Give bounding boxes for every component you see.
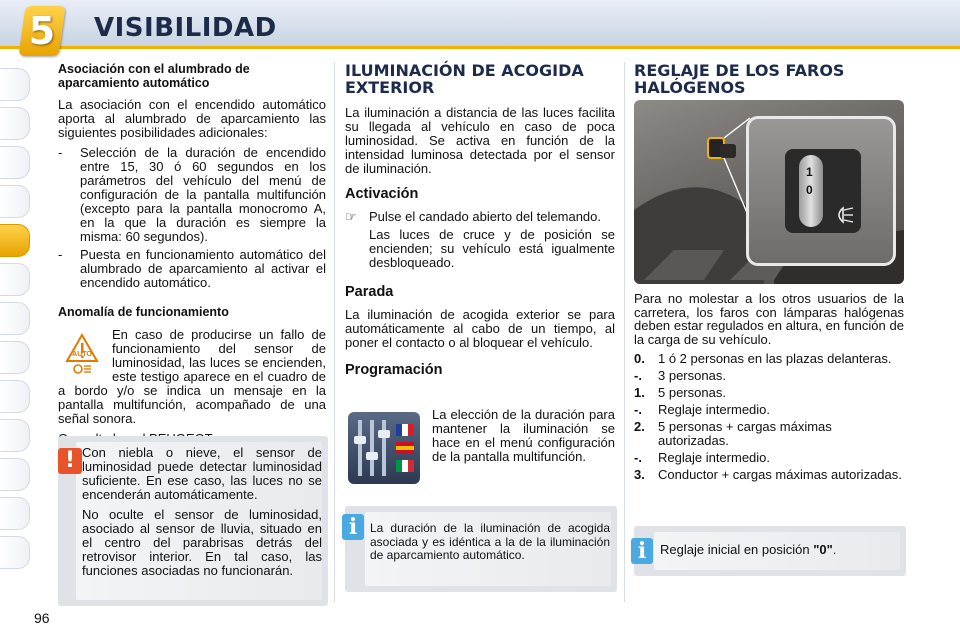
column-middle (345, 62, 615, 386)
stop-body: La iluminación de acogida exterior se para automáticamente al cabo de un tiempo, al poner el contacto o al bloquear el vehículo. (345, 307, 615, 350)
programming-heading: Programación (345, 362, 443, 378)
chapter-tab-3[interactable] (0, 146, 30, 179)
list-key: 2. (634, 419, 645, 434)
load-positions-list (634, 352, 904, 482)
activation-heading: Activación (345, 186, 419, 202)
list-item (634, 468, 904, 482)
warning-p1: Con niebla o nieve, el sensor de luminosidad puede detectar luminosidad suficiente. En ese caso, las luces no se encenderán automáticamente. (82, 445, 322, 502)
list-key: 0. (634, 351, 645, 366)
warning-icon: ! (58, 448, 82, 474)
list-key: 1. (634, 385, 645, 400)
headlamp-adjuster-closeup (746, 116, 896, 266)
list-text: Reglaje intermedio. (658, 450, 771, 465)
column-left (58, 62, 326, 292)
list-item (634, 451, 904, 465)
dash-marker: - (58, 247, 63, 262)
warning-note-text (82, 446, 322, 578)
assoc-body: La asociación con el encendido automático aporta al alumbrado de aparcamiento las siguientes posibilidades adicionales: (58, 97, 326, 140)
multifunction-menu-icon (348, 412, 420, 484)
dash-marker: - (58, 145, 63, 160)
chapter-tab-6[interactable] (0, 263, 30, 296)
list-item-text: Selección de la duración de encendido entre 15, 30 ó 60 segundos en los parámetros del vehículo del menú de configuración de la pantalla multifunción (excepto para la pantalla monocromo A, en la que la duración es siempre la misma: 60 segundos). (80, 145, 326, 244)
chapter-tab-13[interactable] (0, 536, 30, 569)
header-rule (0, 46, 960, 49)
column-divider (334, 62, 335, 602)
anomaly-text (58, 328, 326, 446)
auto-lamp-label: AUTO (72, 351, 92, 358)
list-text: 5 personas + cargas máximas autorizadas. (658, 419, 832, 448)
chapter-tab-9[interactable] (0, 380, 30, 413)
list-text: Reglaje intermedio. (658, 402, 771, 417)
headlamp-adjust-title-line1: REGLAJE DE LOS FAROS (634, 61, 845, 80)
stop-heading: Parada (345, 284, 394, 300)
list-item (634, 369, 904, 383)
chapter-tab-8[interactable] (0, 341, 30, 374)
initial-setting-end: . (832, 542, 837, 557)
list-item (634, 352, 904, 366)
chapter-tab-10[interactable] (0, 419, 30, 452)
welcome-lighting-title: ILUMINACIÓN DE ACOGIDA EXTERIOR (345, 61, 584, 97)
activation-step-text: Pulse el candado abierto del telemando. (369, 209, 601, 224)
info-icon: i (342, 514, 364, 540)
chapter-number: 5 (28, 9, 56, 53)
page-title: VISIBILIDAD (94, 13, 277, 43)
list-item (634, 420, 904, 448)
adjuster-position-1: 1 (806, 165, 813, 179)
assoc-title: Asociación con el alumbrado de aparcamiento automático (58, 62, 250, 90)
activation-step (345, 210, 615, 224)
initial-setting-label: Reglaje inicial en posición (660, 542, 814, 557)
pointing-hand-icon: ☞ (345, 209, 357, 224)
info-note-initial-text (660, 543, 900, 557)
headlamp-adjust-title-line2: HALÓGENOS (634, 78, 746, 97)
info-note-welcome-text: La duración de la iluminación de acogida asociada y es idéntica a la de la iluminación de aparcamiento automático. (370, 521, 610, 562)
programming-body: La elección de la duración para mantener la iluminación se hace en el menú configuración de la pantalla multifunción. (432, 407, 615, 464)
icon-spacer (58, 328, 112, 384)
chapter-tab-4[interactable] (0, 185, 30, 218)
headlamp-adjust-body (634, 292, 904, 485)
chapter-tab-2[interactable] (0, 107, 30, 140)
page-number: 96 (34, 610, 50, 626)
column-divider (624, 62, 625, 602)
list-key: -. (634, 450, 642, 465)
warning-p2: No oculte el sensor de luminosidad, asociado al sensor de lluvia, situado en el centro del parabrisas detrás del retrovisor interior. En tal caso, las funciones asociadas no funcionarán. (82, 507, 322, 578)
activation-result: Las luces de cruce y de posición se encienden; su vehículo está igualmente desbloqueado. (369, 227, 615, 270)
list-key: 3. (634, 467, 645, 482)
chapter-tab-11[interactable] (0, 458, 30, 491)
initial-setting-value: "0" (813, 542, 833, 557)
list-key: -. (634, 368, 642, 383)
list-item (58, 146, 326, 244)
list-item-text: Puesta en funcionamiento automático del alumbrado de aparcamiento al activar el encendido automático. (80, 247, 326, 290)
chapter-tabs (0, 68, 30, 575)
chapter-tab-5[interactable] (0, 224, 30, 257)
headlamp-adjust-title (634, 62, 904, 96)
adjuster-position-0: 0 (806, 183, 813, 197)
list-item (58, 248, 326, 290)
list-item (634, 403, 904, 417)
list-text: Conductor + cargas máximas autorizadas. (658, 467, 902, 482)
headlamp-adjuster-photo (634, 100, 904, 284)
welcome-lighting-intro: La iluminación a distancia de las luces facilita su llegada al vehículo en caso de poca luminosidad. Se activa en función de la intensidad luminosa detectada por el sensor de iluminación. (345, 105, 615, 176)
list-text: 3 personas. (658, 368, 726, 383)
info-icon: i (631, 538, 653, 564)
anomaly-body: En caso de producirse un fallo de funcionamiento del sensor de luminosidad, las luces se encienden, este testigo aparece en el cuadro de a bordo y/o se indica un mensaje en la pantalla multifunción, acompañado de una señal sonora. (58, 327, 326, 426)
list-text: 1 ó 2 personas en las plazas delanteras. (658, 351, 892, 366)
anomaly-title: Anomalía de funcionamiento (58, 305, 229, 319)
list-text: 5 personas. (658, 385, 726, 400)
chapter-tab-1[interactable] (0, 68, 30, 101)
list-key: -. (634, 402, 642, 417)
headlamp-adjust-intro: Para no molestar a los otros usuarios de la carretera, los faros con lámparas halógenas deben estar regulados en altura, en función de la carga de su vehículo. (634, 291, 904, 347)
chapter-tab-7[interactable] (0, 302, 30, 335)
headlamp-beam-icon (831, 205, 855, 225)
chapter-tab-12[interactable] (0, 497, 30, 530)
list-item (634, 386, 904, 400)
